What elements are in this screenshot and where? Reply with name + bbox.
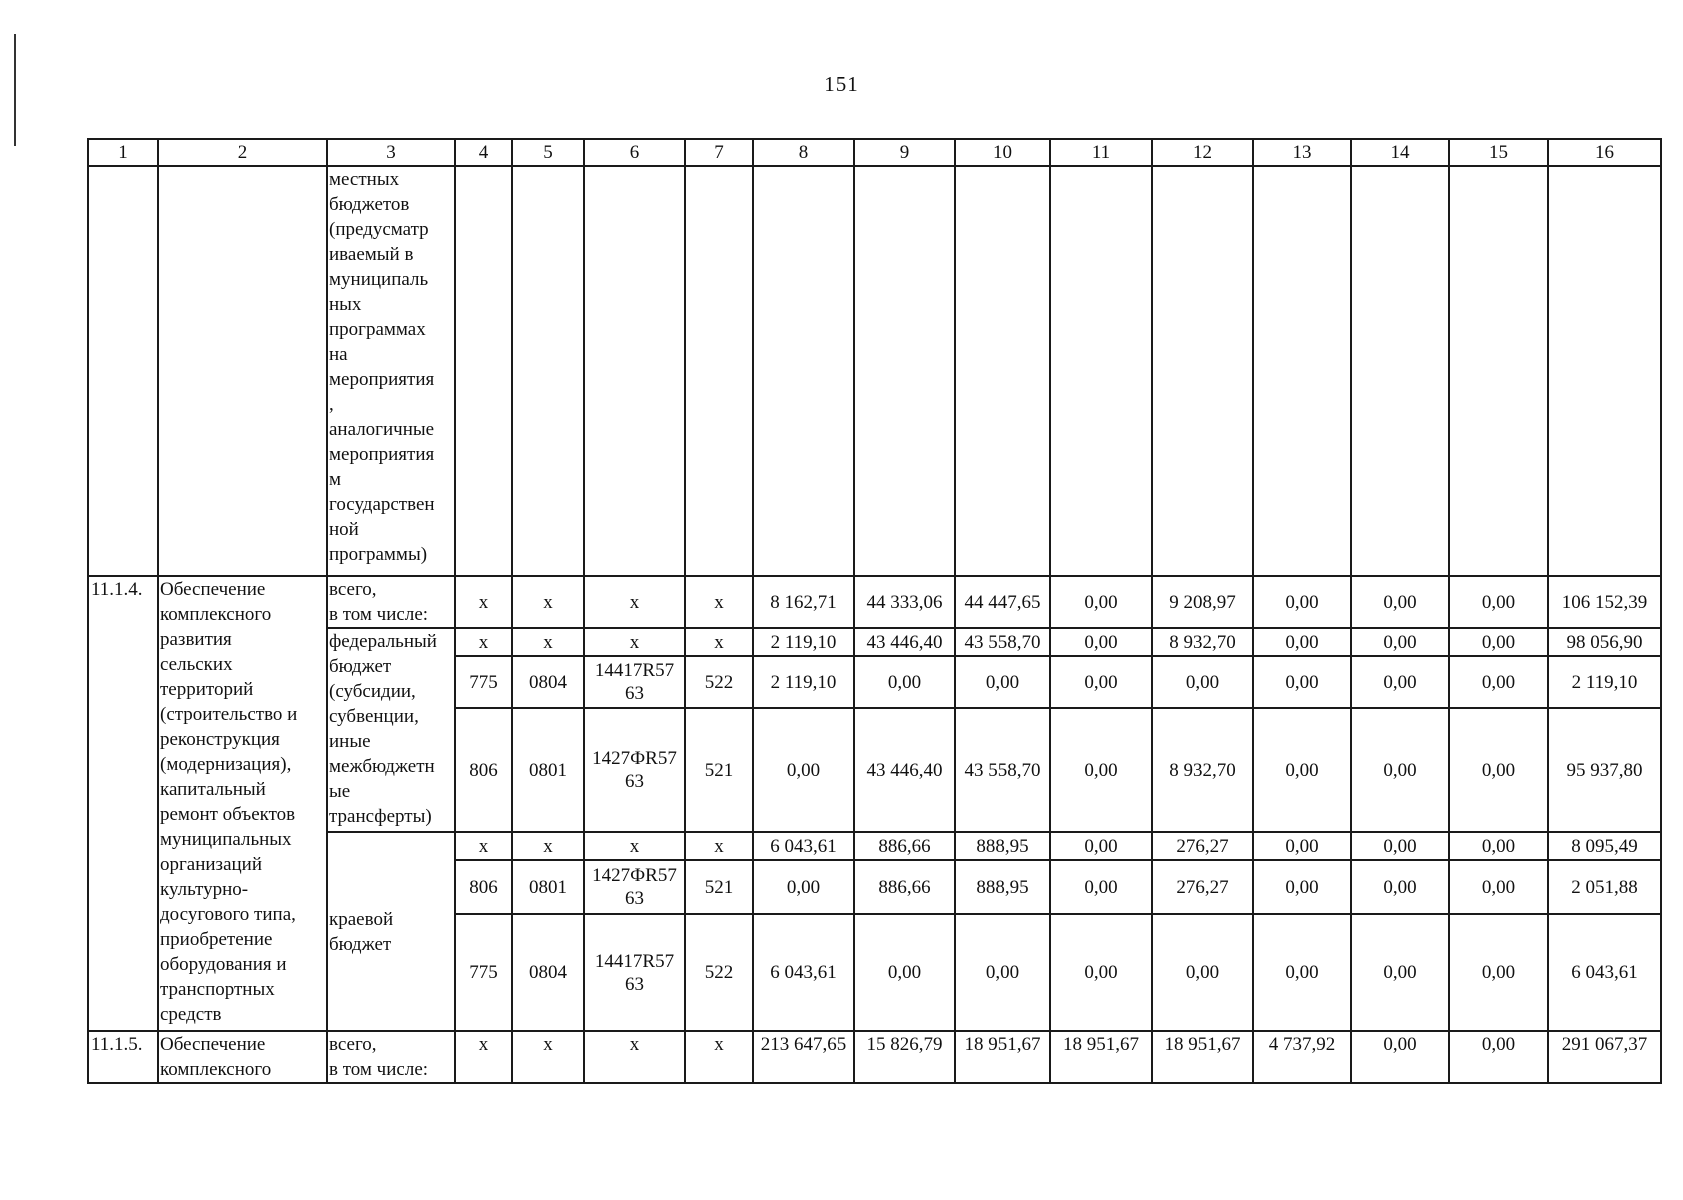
table-cell: [1449, 166, 1548, 576]
value-cell: 0,00: [1253, 628, 1351, 656]
table-cell: [685, 166, 753, 576]
table-cell: [455, 166, 512, 576]
value-cell: 0,00: [1253, 860, 1351, 914]
value-cell: 0801: [512, 708, 584, 832]
value-cell: 0,00: [1152, 914, 1253, 1031]
total-label: всего, в том числе:: [327, 1031, 455, 1083]
page-number: 151: [824, 72, 859, 96]
value-cell: 44 447,65: [955, 576, 1050, 628]
header-cell: 6: [584, 139, 685, 166]
value-cell: 0,00: [955, 656, 1050, 708]
header-cell: 7: [685, 139, 753, 166]
value-cell: 18 951,67: [1050, 1031, 1152, 1083]
value-cell: 43 558,70: [955, 708, 1050, 832]
value-cell: 8 932,70: [1152, 628, 1253, 656]
table-cell: [753, 166, 854, 576]
item-code: 11.1.5.: [88, 1031, 158, 1083]
value-cell: 0,00: [1050, 860, 1152, 914]
value-cell: 276,27: [1152, 832, 1253, 860]
value-cell: 0,00: [1351, 860, 1449, 914]
item-code: 11.1.4.: [88, 576, 158, 1031]
value-cell: 0,00: [1449, 708, 1548, 832]
value-cell: 0,00: [1351, 656, 1449, 708]
value-cell: 0,00: [1351, 708, 1449, 832]
row-11-1-4-total: [88, 576, 1661, 628]
value-cell: 886,66: [854, 860, 955, 914]
value-cell: x: [685, 576, 753, 628]
value-cell: x: [584, 1031, 685, 1083]
table-cell: [158, 166, 327, 576]
value-cell: x: [584, 576, 685, 628]
header-cell: 1: [88, 139, 158, 166]
value-cell: 0,00: [1253, 576, 1351, 628]
value-cell: 95 937,80: [1548, 708, 1661, 832]
value-cell: 0,00: [1449, 1031, 1548, 1083]
value-cell: 2 119,10: [753, 628, 854, 656]
value-cell: 44 333,06: [854, 576, 955, 628]
value-cell: x: [512, 832, 584, 860]
value-cell: 775: [455, 656, 512, 708]
value-cell: 888,95: [955, 860, 1050, 914]
header-cell: 13: [1253, 139, 1351, 166]
source-label-local-budgets: местных бюджетов (предусматр иваемый в муниципаль ных программах на мероприятия , аналогичные мероприятия м государствен ной программы): [327, 166, 455, 576]
value-cell: x: [512, 628, 584, 656]
value-cell: 0,00: [1050, 576, 1152, 628]
value-cell: 9 208,97: [1152, 576, 1253, 628]
value-cell: 0,00: [753, 708, 854, 832]
header-cell: 5: [512, 139, 584, 166]
value-cell: 15 826,79: [854, 1031, 955, 1083]
value-cell: 0,00: [1050, 832, 1152, 860]
value-cell: 291 067,37: [1548, 1031, 1661, 1083]
value-cell: 98 056,90: [1548, 628, 1661, 656]
header-cell: 8: [753, 139, 854, 166]
value-cell: 6 043,61: [753, 832, 854, 860]
value-cell: x: [685, 832, 753, 860]
value-cell: 2 119,10: [753, 656, 854, 708]
value-cell: 0,00: [1351, 576, 1449, 628]
value-cell: x: [455, 832, 512, 860]
value-cell: x: [455, 1031, 512, 1083]
table-cell: [88, 166, 158, 576]
value-cell: 6 043,61: [753, 914, 854, 1031]
value-cell: 8 932,70: [1152, 708, 1253, 832]
value-cell: 14417R57 63: [584, 656, 685, 708]
table-cell: [1152, 166, 1253, 576]
value-cell: 0,00: [1152, 656, 1253, 708]
header-cell: 10: [955, 139, 1050, 166]
regional-budget-label: краевой бюджет: [327, 832, 455, 1031]
value-cell: 0,00: [1253, 708, 1351, 832]
value-cell: 0,00: [1449, 628, 1548, 656]
value-cell: 6 043,61: [1548, 914, 1661, 1031]
value-cell: 2 051,88: [1548, 860, 1661, 914]
value-cell: 0,00: [1351, 628, 1449, 656]
value-cell: x: [584, 832, 685, 860]
value-cell: 18 951,67: [1152, 1031, 1253, 1083]
header-cell: 4: [455, 139, 512, 166]
value-cell: 106 152,39: [1548, 576, 1661, 628]
value-cell: 522: [685, 656, 753, 708]
value-cell: 521: [685, 860, 753, 914]
value-cell: 0,00: [1449, 576, 1548, 628]
header-cell: 14: [1351, 139, 1449, 166]
value-cell: 18 951,67: [955, 1031, 1050, 1083]
header-cell: 15: [1449, 139, 1548, 166]
budget-table: [87, 138, 1662, 1084]
value-cell: 1427ФR57 63: [584, 708, 685, 832]
federal-budget-label: федеральный бюджет (субсидии, субвенции, иные межбюджетн ые трансферты): [327, 628, 455, 832]
value-cell: 0,00: [854, 914, 955, 1031]
table-cell: [1548, 166, 1661, 576]
value-cell: x: [685, 628, 753, 656]
value-cell: 43 446,40: [854, 708, 955, 832]
table-cell: [955, 166, 1050, 576]
value-cell: 0804: [512, 656, 584, 708]
value-cell: 14417R57 63: [584, 914, 685, 1031]
value-cell: 806: [455, 860, 512, 914]
header-cell: 3: [327, 139, 455, 166]
value-cell: 806: [455, 708, 512, 832]
value-cell: x: [455, 576, 512, 628]
value-cell: 43 558,70: [955, 628, 1050, 656]
header-cell: 9: [854, 139, 955, 166]
table-cell: [1050, 166, 1152, 576]
value-cell: 8 162,71: [753, 576, 854, 628]
value-cell: 0,00: [1449, 914, 1548, 1031]
row-11-1-5-total: [88, 1031, 1661, 1083]
value-cell: 888,95: [955, 832, 1050, 860]
value-cell: 276,27: [1152, 860, 1253, 914]
header-cell: 2: [158, 139, 327, 166]
table-header-row: [88, 139, 1661, 166]
value-cell: 521: [685, 708, 753, 832]
value-cell: 0,00: [955, 914, 1050, 1031]
table-cell: [584, 166, 685, 576]
value-cell: 0801: [512, 860, 584, 914]
continuation-row: [88, 166, 1661, 576]
value-cell: 0,00: [1050, 708, 1152, 832]
value-cell: x: [455, 628, 512, 656]
value-cell: 0,00: [1253, 656, 1351, 708]
value-cell: 0,00: [1351, 1031, 1449, 1083]
value-cell: x: [584, 628, 685, 656]
value-cell: 0,00: [1449, 656, 1548, 708]
value-cell: 0,00: [1449, 832, 1548, 860]
header-cell: 16: [1548, 139, 1661, 166]
value-cell: 0,00: [1449, 860, 1548, 914]
table-cell: [1253, 166, 1351, 576]
value-cell: 886,66: [854, 832, 955, 860]
value-cell: 213 647,65: [753, 1031, 854, 1083]
value-cell: 775: [455, 914, 512, 1031]
value-cell: 8 095,49: [1548, 832, 1661, 860]
value-cell: x: [512, 576, 584, 628]
value-cell: 0,00: [1050, 914, 1152, 1031]
value-cell: 0,00: [1253, 914, 1351, 1031]
value-cell: 1427ФR57 63: [584, 860, 685, 914]
value-cell: x: [512, 1031, 584, 1083]
value-cell: 2 119,10: [1548, 656, 1661, 708]
value-cell: 0,00: [753, 860, 854, 914]
item-name: Обеспечение комплексного: [158, 1031, 327, 1083]
value-cell: 0804: [512, 914, 584, 1031]
header-cell: 11: [1050, 139, 1152, 166]
value-cell: 0,00: [1351, 832, 1449, 860]
total-label: всего, в том числе:: [327, 576, 455, 628]
value-cell: 0,00: [1050, 656, 1152, 708]
value-cell: 0,00: [1253, 832, 1351, 860]
value-cell: 522: [685, 914, 753, 1031]
value-cell: 4 737,92: [1253, 1031, 1351, 1083]
value-cell: 0,00: [1351, 914, 1449, 1031]
value-cell: 0,00: [854, 656, 955, 708]
value-cell: 0,00: [1050, 628, 1152, 656]
value-cell: 43 446,40: [854, 628, 955, 656]
table-cell: [1351, 166, 1449, 576]
table-cell: [512, 166, 584, 576]
header-cell: 12: [1152, 139, 1253, 166]
value-cell: x: [685, 1031, 753, 1083]
table-cell: [854, 166, 955, 576]
item-name: Обеспечение комплексного развития сельских территорий (строительство и реконструкция (модернизация), капитальный ремонт объектов муниципальных организаций культурно- досугового типа, приобретение оборудования и транспортных средств: [158, 576, 327, 1031]
